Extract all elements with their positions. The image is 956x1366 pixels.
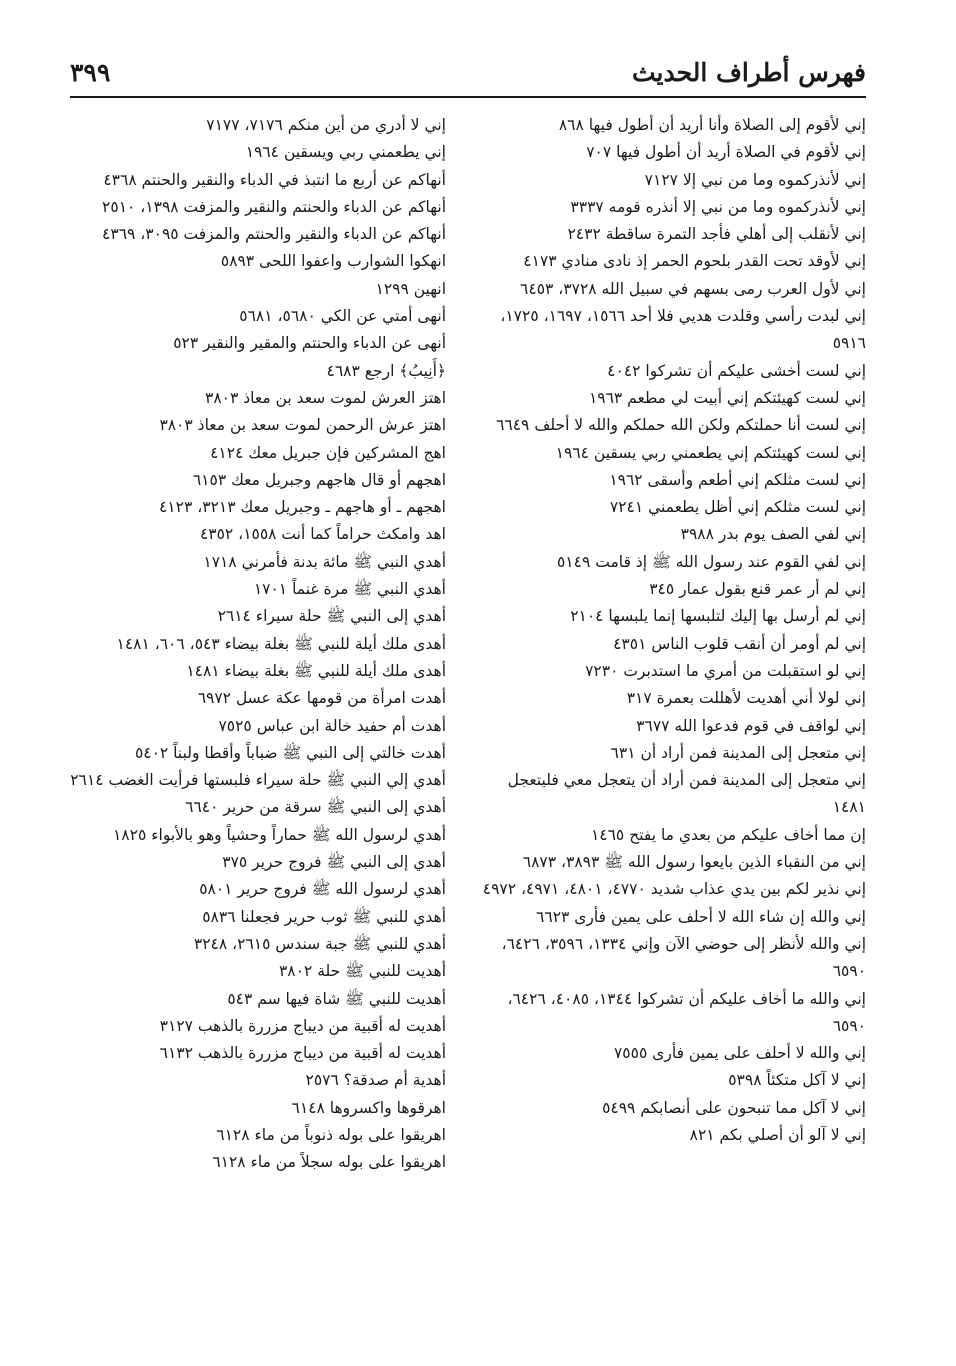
index-entry: اهرقوها واكسروها ٦١٤٨ [291, 1098, 446, 1117]
index-entry: إني لواقف في قوم فدعوا الله ٣٦٧٧ [636, 716, 866, 735]
index-entry: اهتز العرش لموت سعد بن معاذ ٣٨٠٣ [205, 388, 446, 407]
index-entry: أهدى ملك أيلة للنبي ﷺ بغلة بيضاء ١٤٨١ [186, 661, 446, 680]
index-entry: إني يطعمني ربي ويسقين ١٩٦٤ [245, 143, 446, 162]
index-entry: اهج المشركين فإن جبريل معك ٤١٢٤ [210, 443, 446, 462]
index-entry: أهدي النبي ﷺ مرة غنماً ١٧٠١ [253, 580, 446, 599]
index-entry: إني لا آكل متكئاً ٥٣٩٨ [728, 1071, 866, 1090]
index-entry: إني لأقوم إلى الصلاة وأنا أريد أن أطول فيها ٨٦٨ [558, 116, 866, 134]
index-entry: انهين ١٢٩٩ [375, 279, 446, 298]
index-entry: إني لفي القوم عند رسول الله ﷺ إذ قامت ٥١٤٩ [556, 552, 866, 571]
index-entry: أهدي للنبي ﷺ ثوب حرير فجعلنا ٥٨٣٦ [202, 907, 446, 926]
index-entry: اهريقوا على بوله ذنوباً من ماء ٦١٢٨ [216, 1125, 446, 1144]
left-column [68, 112, 446, 1177]
index-entry: إني والله لا أحلف على يمين فأرى ٧٥٥٥ [613, 1044, 866, 1063]
index-entry: اهد وامكث حراماً كما أنت ١٥٥٨، ٤٣٥٢ [199, 525, 446, 544]
index-entry: إني والله إن شاء الله لا أحلف على يمين فأرى ٦٦٢٣ [536, 907, 866, 926]
index-entry: إني لست مثلكم إني أطعم وأسقى ١٩٦٢ [609, 470, 866, 489]
index-entry: أهدى ملك أيلة للنبي ﷺ بغلة بيضاء ٥٤٣، ٦٠٦، ١٤٨١ [116, 634, 446, 653]
index-entry: إن مما أخاف عليكم من بعدي ما يفتح ١٤٦٥ [590, 825, 866, 844]
index-entry: إني من النقباء الذين بايعوا رسول الله ﷺ ٣٨٩٣، ٦٨٧٣ [522, 853, 866, 872]
index-entry: إني لست أنا حملتكم ولكن الله حملكم والله لا أحلف ٦٦٤٩ [496, 416, 866, 435]
index-entry: إني لست كهيئتكم إني يطعمني ربي يسقين ١٩٦٤ [555, 443, 866, 462]
index-entry: أهدي النبي ﷺ مائة بدنة فأمرني ١٧١٨ [203, 552, 446, 571]
index-entry: إني لأنذركموه وما من نبي إلا أنذره قومه ٣٣٣٧ [570, 197, 866, 216]
index-entry: أهدية أم صدقة؟ ٢٥٧٦ [305, 1071, 446, 1090]
index-entry: إني لم أومر أن أنقب قلوب الناس ٤٣٥١ [613, 634, 866, 653]
index-entry: إني لا آكل مما تنبحون على أنصابكم ٥٤٩٩ [602, 1098, 866, 1117]
index-entry: إني لأنقلب إلى أهلي فأجد التمرة ساقطة ٢٤٣٢ [567, 225, 866, 244]
index-entry: أهدي للنبي ﷺ جبة سندس ٢٦١٥، ٣٢٤٨ [193, 934, 446, 953]
index-entry: إني لا أدري من أين منكم ٧١٧٦، ٧١٧٧ [206, 116, 446, 134]
index-entry: اهتز عرش الرحمن لموت سعد بن معاذ ٣٨٠٣ [159, 416, 446, 435]
index-entry: إني لا آلو أن أصلي بكم ٨٢١ [689, 1125, 866, 1144]
index-entry: إني لست كهيئتكم إني أبيت لي مطعم ١٩٦٣ [588, 388, 866, 407]
index-entry: اهريقوا على بوله سجلاً من ماء ٦١٢٨ [212, 1153, 446, 1172]
index-entry: اهجهم أو قال هاجهم وجبريل معك ٦١٥٣ [192, 470, 446, 489]
header-rule [70, 96, 866, 98]
index-entry: أهديت له أقبية من ديباج مزررة بالذهب ٣١٢٧ [159, 1016, 446, 1035]
index-entry: إني لم أر عمر قنع بقول عمار ٣٤٥ [649, 580, 866, 599]
index-entry: انهكوا الشوارب واعفوا اللحى ٥٨٩٣ [220, 252, 446, 271]
index-entry: أهدي إلى النبي ﷺ سرقة من حرير ٦٦٤٠ [185, 798, 446, 817]
index-entry: أنهاكم عن الدباء والحنتم والنقير والمزفت ١٣٩٨، ٢٥١٠ [102, 197, 446, 216]
index-entry: إني لولا أني أهديت لأهللت بعمرة ٣١٧ [626, 689, 866, 708]
index-entry: أهدت أم حفيد خالة ابن عباس ٧٥٢٥ [218, 716, 446, 735]
index-entry: ﴿أَنِيبُ﴾ ارجع ٤٦٨٣ [326, 361, 446, 380]
index-entry: أنهاكم عن الدباء والنقير والحنتم والمزفت ٣٠٩٥، ٤٣٦٩ [102, 225, 446, 244]
index-entry: إني لم أرسل بها إليك لتلبسها إنما يلبسها ٢١٠٤ [570, 607, 866, 626]
index-entry: إني لفي الصف يوم بدر ٣٩٨٨ [680, 525, 866, 544]
index-entry: إني لبدت رأسي وقلدت هديي فلا أحد ١٥٦٦، ١٦٩٧، ١٧٢٥، ٥٩١٦ [500, 307, 866, 353]
index-entry: أهدي إلى النبي ﷺ فروج حرير ٣٧٥ [222, 853, 446, 872]
index-entry: إني والله ما أخاف عليكم أن تشركوا ١٣٤٤، ٤٠٨٥، ٦٤٢٦، ٦٥٩٠ [507, 989, 866, 1035]
index-entry: أهديت للنبي ﷺ شاة فيها سم ٥٤٣ [227, 989, 446, 1008]
index-entry: اهجهم ـ أو هاجهم ـ وجبريل معك ٣٢١٣، ٤١٢٣ [158, 498, 446, 517]
index-entry: إني لأنذركموه وما من نبي إلا ٧١٢٧ [644, 170, 866, 189]
index-entry: أهدت امرأة من قومها عكة عسل ٦٩٧٢ [197, 689, 446, 708]
index-entry: إني لو استقبلت من أمري ما استدبرت ٧٢٣٠ [585, 661, 866, 680]
index-entry: إني نذير لكم بين يدي عذاب شديد ٤٧٧٠، ٤٨٠١، ٤٩٧١، ٤٩٧٢ [482, 880, 866, 899]
index-entry: أنهى أمتي عن الكي ٥٦٨٠، ٥٦٨١ [239, 307, 446, 326]
index-entry: أهدي لرسول الله ﷺ فروج حرير ٥٨٠١ [199, 880, 446, 899]
index-entry: أهدي لرسول الله ﷺ حماراً وحشياً وهو بالأبواء ١٨٢٥ [112, 825, 446, 844]
right-column [474, 112, 866, 1149]
index-entry: إني لست أخشى عليكم أن تشركوا ٤٠٤٢ [607, 361, 866, 380]
index-entry: أهدي إلي النبي ﷺ حلة سيراء فلبستها فرأيت الغضب ٢٦١٤ [70, 771, 446, 790]
index-entry: أهدي إلى النبي ﷺ حلة سيراء ٢٦١٤ [217, 607, 446, 626]
index-entry: إني متعجل إلى المدينة فمن أراد أن يتعجل معي فليتعجل ١٤٨١ [507, 771, 866, 817]
page-number: ٣٩٩ [70, 58, 111, 87]
index-entry: إني والله لأنظر إلى حوضي الآن وإني ١٣٣٤، ٣٥٩٦، ٦٤٢٦، ٦٥٩٠ [501, 934, 866, 981]
index-entry: أنهى عن الدباء والحنتم والمقير والنقير ٥٢٣ [173, 334, 446, 353]
index-entry: إني لأوقد تحت القدر بلحوم الحمر إذ نادى منادي ٤١٧٣ [523, 252, 866, 271]
index-entry: أنهاكم عن أربع ما انتبذ في الدباء والنقير والحنتم ٤٣٦٨ [103, 170, 446, 189]
index-entry: إني متعجل إلى المدينة فمن أراد أن ٦٣١ [610, 743, 866, 762]
index-entry: أهديت للنبي ﷺ حلة ٣٨٠٢ [278, 962, 446, 981]
index-entry: إني لأقوم في الصلاة أريد أن أطول فيها ٧٠٧ [586, 143, 866, 162]
index-entry: إني لست مثلكم إني أظل يطعمني ٧٢٤١ [609, 498, 866, 517]
index-entry: أهديت له أقبية من ديباج مزررة بالذهب ٦١٣٢ [159, 1044, 446, 1063]
page-header [70, 58, 866, 98]
page-title: فهرس أطراف الحديث [631, 58, 866, 87]
index-entry: أهدت خالتي إلى النبي ﷺ ضباباً وأقطا ولبناً ٥٤٠٢ [134, 743, 446, 762]
index-entry: إني لأول العرب رمى بسهم في سبيل الله ٣٧٢٨، ٦٤٥٣ [520, 279, 866, 298]
